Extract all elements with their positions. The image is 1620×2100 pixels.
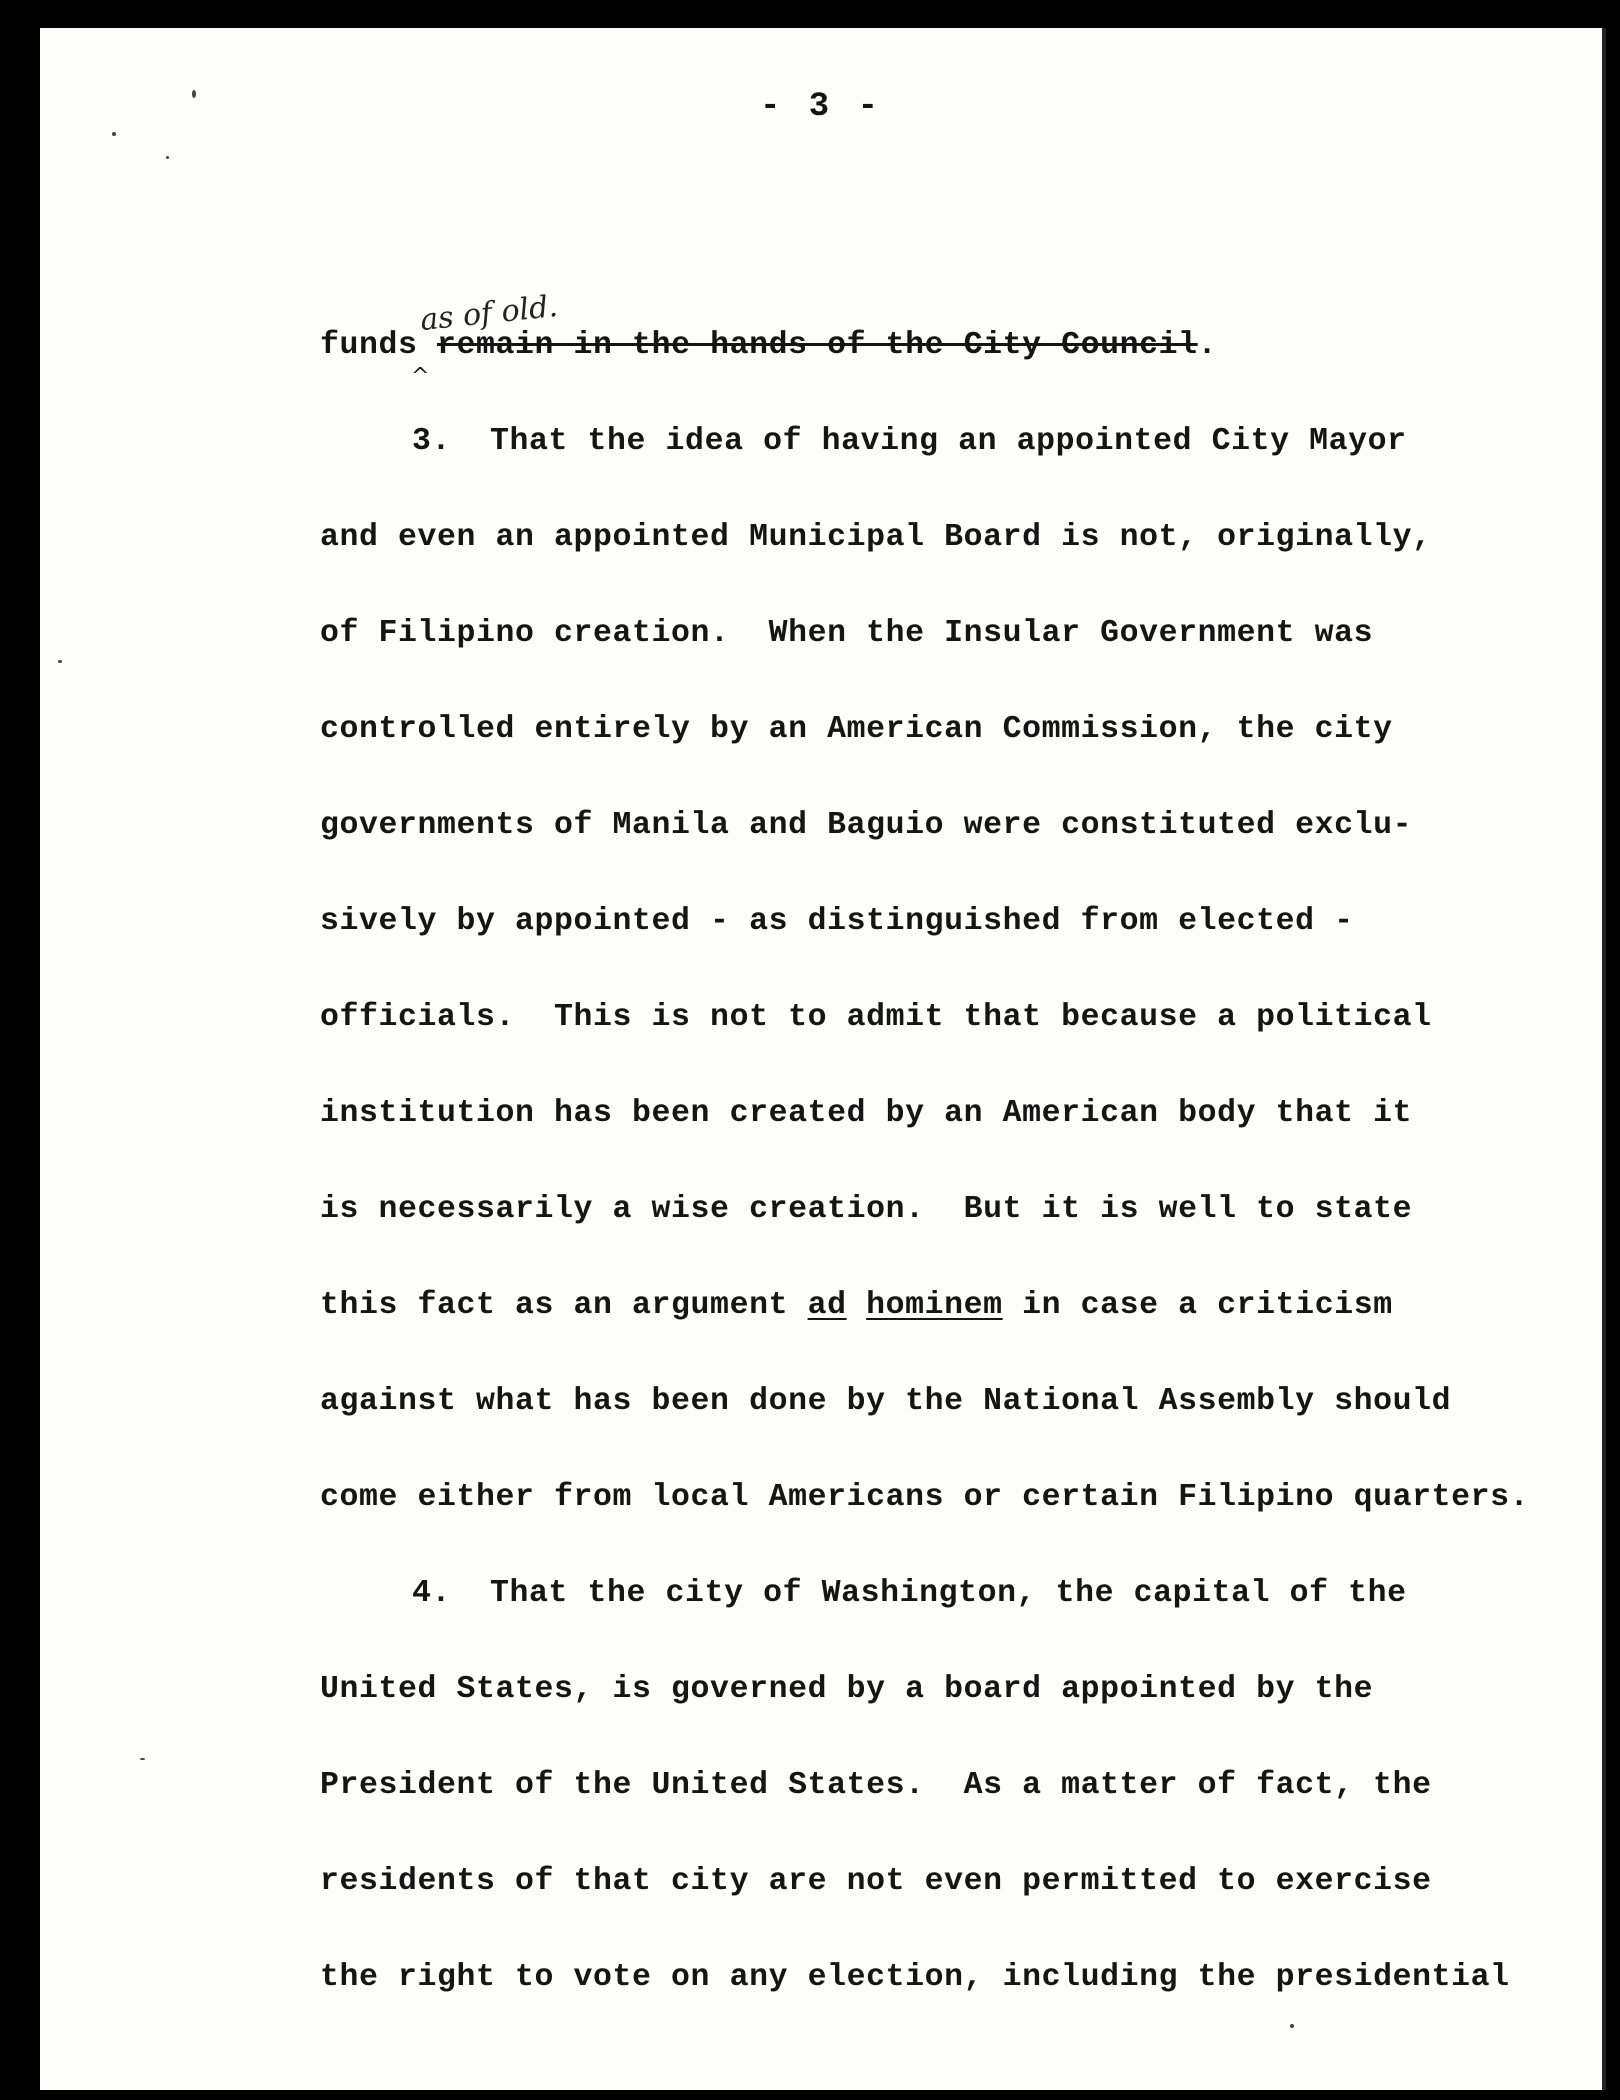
item-4-text: That the city of Washington, the capital of the bbox=[490, 1576, 1407, 1611]
text-line: is necessarily a wise creation. But it is well to state bbox=[320, 1192, 1413, 1227]
text-line: United States, is governed by a board appointed by the bbox=[320, 1672, 1374, 1707]
text-segment: in case a criticism bbox=[1002, 1288, 1393, 1323]
insertion-caret: ^ bbox=[411, 364, 430, 389]
text-line: institution has been created by an American body that it bbox=[320, 1096, 1413, 1131]
item-3-first-line bbox=[412, 424, 1407, 459]
scan-speck bbox=[166, 156, 169, 159]
underlined-ad: ad bbox=[807, 1288, 847, 1323]
text-line: and even an appointed Municipal Board is not, originally, bbox=[320, 520, 1432, 555]
text-line: President of the United States. As a matter of fact, the bbox=[320, 1768, 1432, 1803]
document-page bbox=[40, 28, 1606, 2090]
page-number: - 3 - bbox=[759, 88, 883, 126]
line-end: . bbox=[1197, 328, 1218, 363]
text-line: controlled entirely by an American Commission, the city bbox=[320, 712, 1393, 747]
scan-speck bbox=[192, 90, 196, 98]
text-line: come either from local Americans or certain Filipino quarters. bbox=[320, 1480, 1530, 1515]
handwritten-insertion: as of old. bbox=[418, 288, 560, 339]
text-line: of Filipino creation. When the Insular Government was bbox=[320, 616, 1374, 651]
text-line: against what has been done by the National Assembly should bbox=[320, 1384, 1452, 1419]
scan-speck bbox=[140, 1758, 145, 1760]
text-line-ad-hominem bbox=[320, 1288, 1393, 1323]
scan-speck bbox=[1290, 2024, 1294, 2028]
text-line: officials. This is not to admit that because a political bbox=[320, 1000, 1432, 1035]
item-3-number: 3. bbox=[412, 424, 452, 459]
item-3-text: That the idea of having an appointed City Mayor bbox=[490, 424, 1407, 459]
scan-speck bbox=[58, 660, 62, 663]
scan-speck bbox=[112, 132, 116, 136]
text-line: governments of Manila and Baguio were constituted exclu- bbox=[320, 808, 1413, 843]
text-line-1 bbox=[320, 328, 1217, 363]
struck-text: remain in the hands of the City Council bbox=[437, 328, 1198, 363]
text-segment: this fact as an argument bbox=[320, 1288, 808, 1323]
underlined-hominem: hominem bbox=[866, 1288, 1003, 1323]
text-line: residents of that city are not even permitted to exercise bbox=[320, 1864, 1432, 1899]
text-line: the right to vote on any election, including the presidential bbox=[320, 1960, 1510, 1995]
text-line: sively by appointed - as distinguished from elected - bbox=[320, 904, 1354, 939]
item-4-number: 4. bbox=[412, 1576, 452, 1611]
text-space bbox=[847, 1288, 867, 1323]
line-start: funds bbox=[320, 328, 418, 363]
item-4-first-line bbox=[412, 1576, 1407, 1611]
